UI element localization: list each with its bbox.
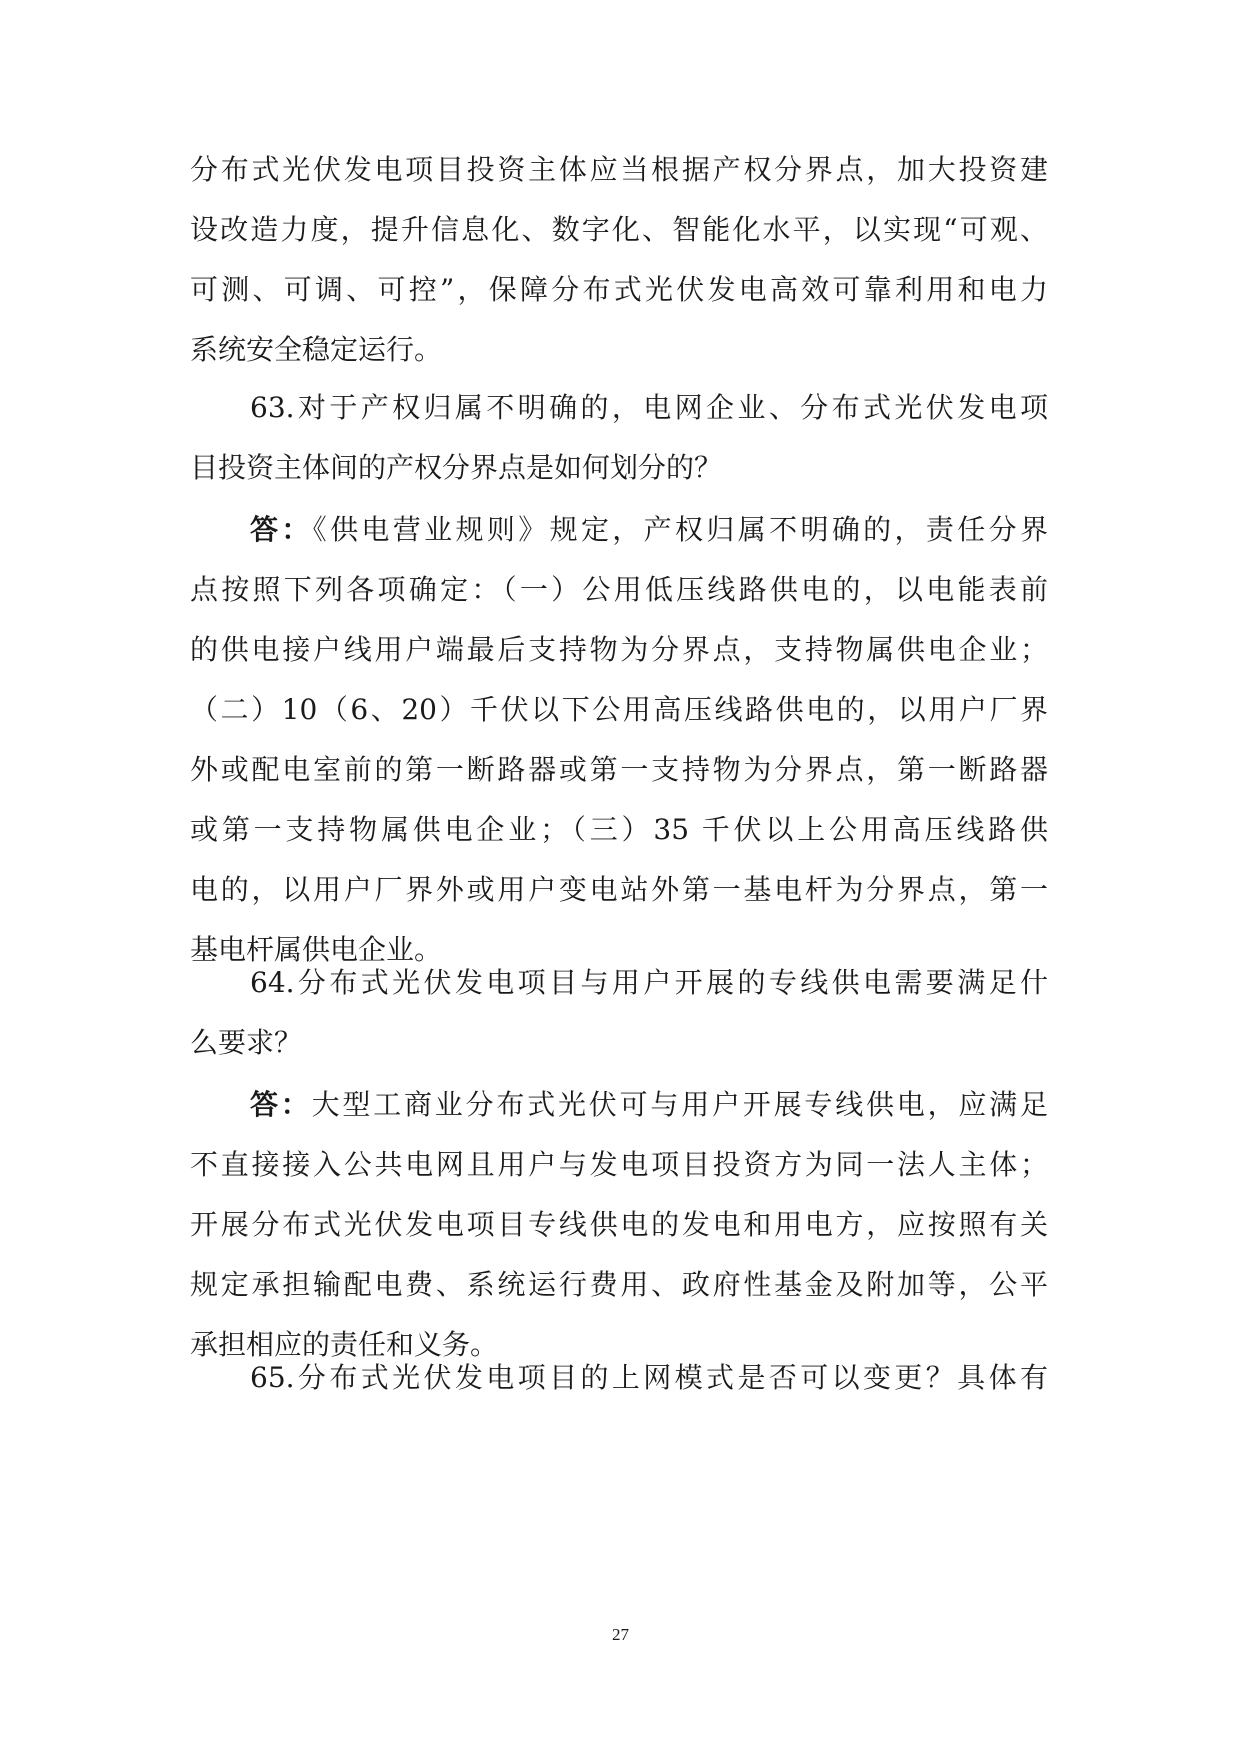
answer-text: 大型工商业分布式光伏可与用户开展专线供电，应满足 [311, 1088, 1048, 1121]
answer-first-line [190, 1075, 1048, 1135]
answer-line: 点按照下列各项确定：（一）公用低压线路供电的，以电能表前 [190, 573, 1048, 606]
page-number: 27 [612, 1625, 629, 1644]
question-63 [190, 378, 1048, 498]
answer-line: 或第一支持物属供电企业；（三）35 千伏以上公用高压线路供 [190, 813, 1048, 846]
question-line: 目投资主体间的产权分界点是如何划分的？ [190, 451, 723, 484]
answer-63 [190, 500, 1048, 980]
answer-line: 不直接接入公共电网且用户与发电项目投资方为同一法人主体； [190, 1148, 1048, 1181]
answer-line: 承担相应的责任和义务。 [190, 1328, 499, 1361]
question-64 [190, 953, 1048, 1073]
question-line: 64.分布式光伏发电项目与用户开展的专线供电需要满足什 [250, 966, 1048, 999]
answer-64 [190, 1075, 1048, 1375]
answer-line: 外或配电室前的第一断路器或第一支持物为分界点，第一断路器 [190, 753, 1048, 786]
text-line: 可测、可调、可控”，保障分布式光伏发电高效可靠利用和电力 [190, 273, 1048, 306]
answer-text: 《供电营业规则》规定，产权归属不明确的，责任分界 [312, 513, 1048, 546]
answer-line: （二）10（6、20）千伏以下公用高压线路供电的，以用户厂界 [190, 693, 1048, 726]
text-line: 分布式光伏发电项目投资主体应当根据产权分界点，加大投资建 [190, 153, 1048, 186]
answer-line: 基电杆属供电企业。 [190, 933, 443, 966]
paragraph-continuation [190, 140, 1048, 380]
text-line: 系统安全稳定运行。 [190, 333, 443, 366]
answer-line: 电的，以用户厂界外或用户变电站外第一基电杆为分界点，第一 [190, 873, 1048, 906]
answer-label: 答： [250, 1088, 312, 1121]
answer-label: 答： [250, 513, 313, 546]
question-line: 63.对于产权归属不明确的，电网企业、分布式光伏发电项 [250, 391, 1048, 424]
answer-first-line [190, 500, 1048, 560]
answer-line: 规定承担输配电费、系统运行费用、政府性基金及附加等，公平 [190, 1268, 1048, 1301]
answer-line: 的供电接户线用户端最后支持物为分界点，支持物属供电企业； [190, 633, 1048, 666]
question-65 [190, 1348, 1048, 1408]
text-line: 设改造力度，提升信息化、数字化、智能化水平，以实现“可观、 [190, 213, 1048, 246]
answer-line: 开展分布式光伏发电项目专线供电的发电和用电方，应按照有关 [190, 1208, 1048, 1241]
question-line: 么要求？ [190, 1026, 303, 1059]
question-line: 65.分布式光伏发电项目的上网模式是否可以变更？具体有 [250, 1361, 1048, 1394]
